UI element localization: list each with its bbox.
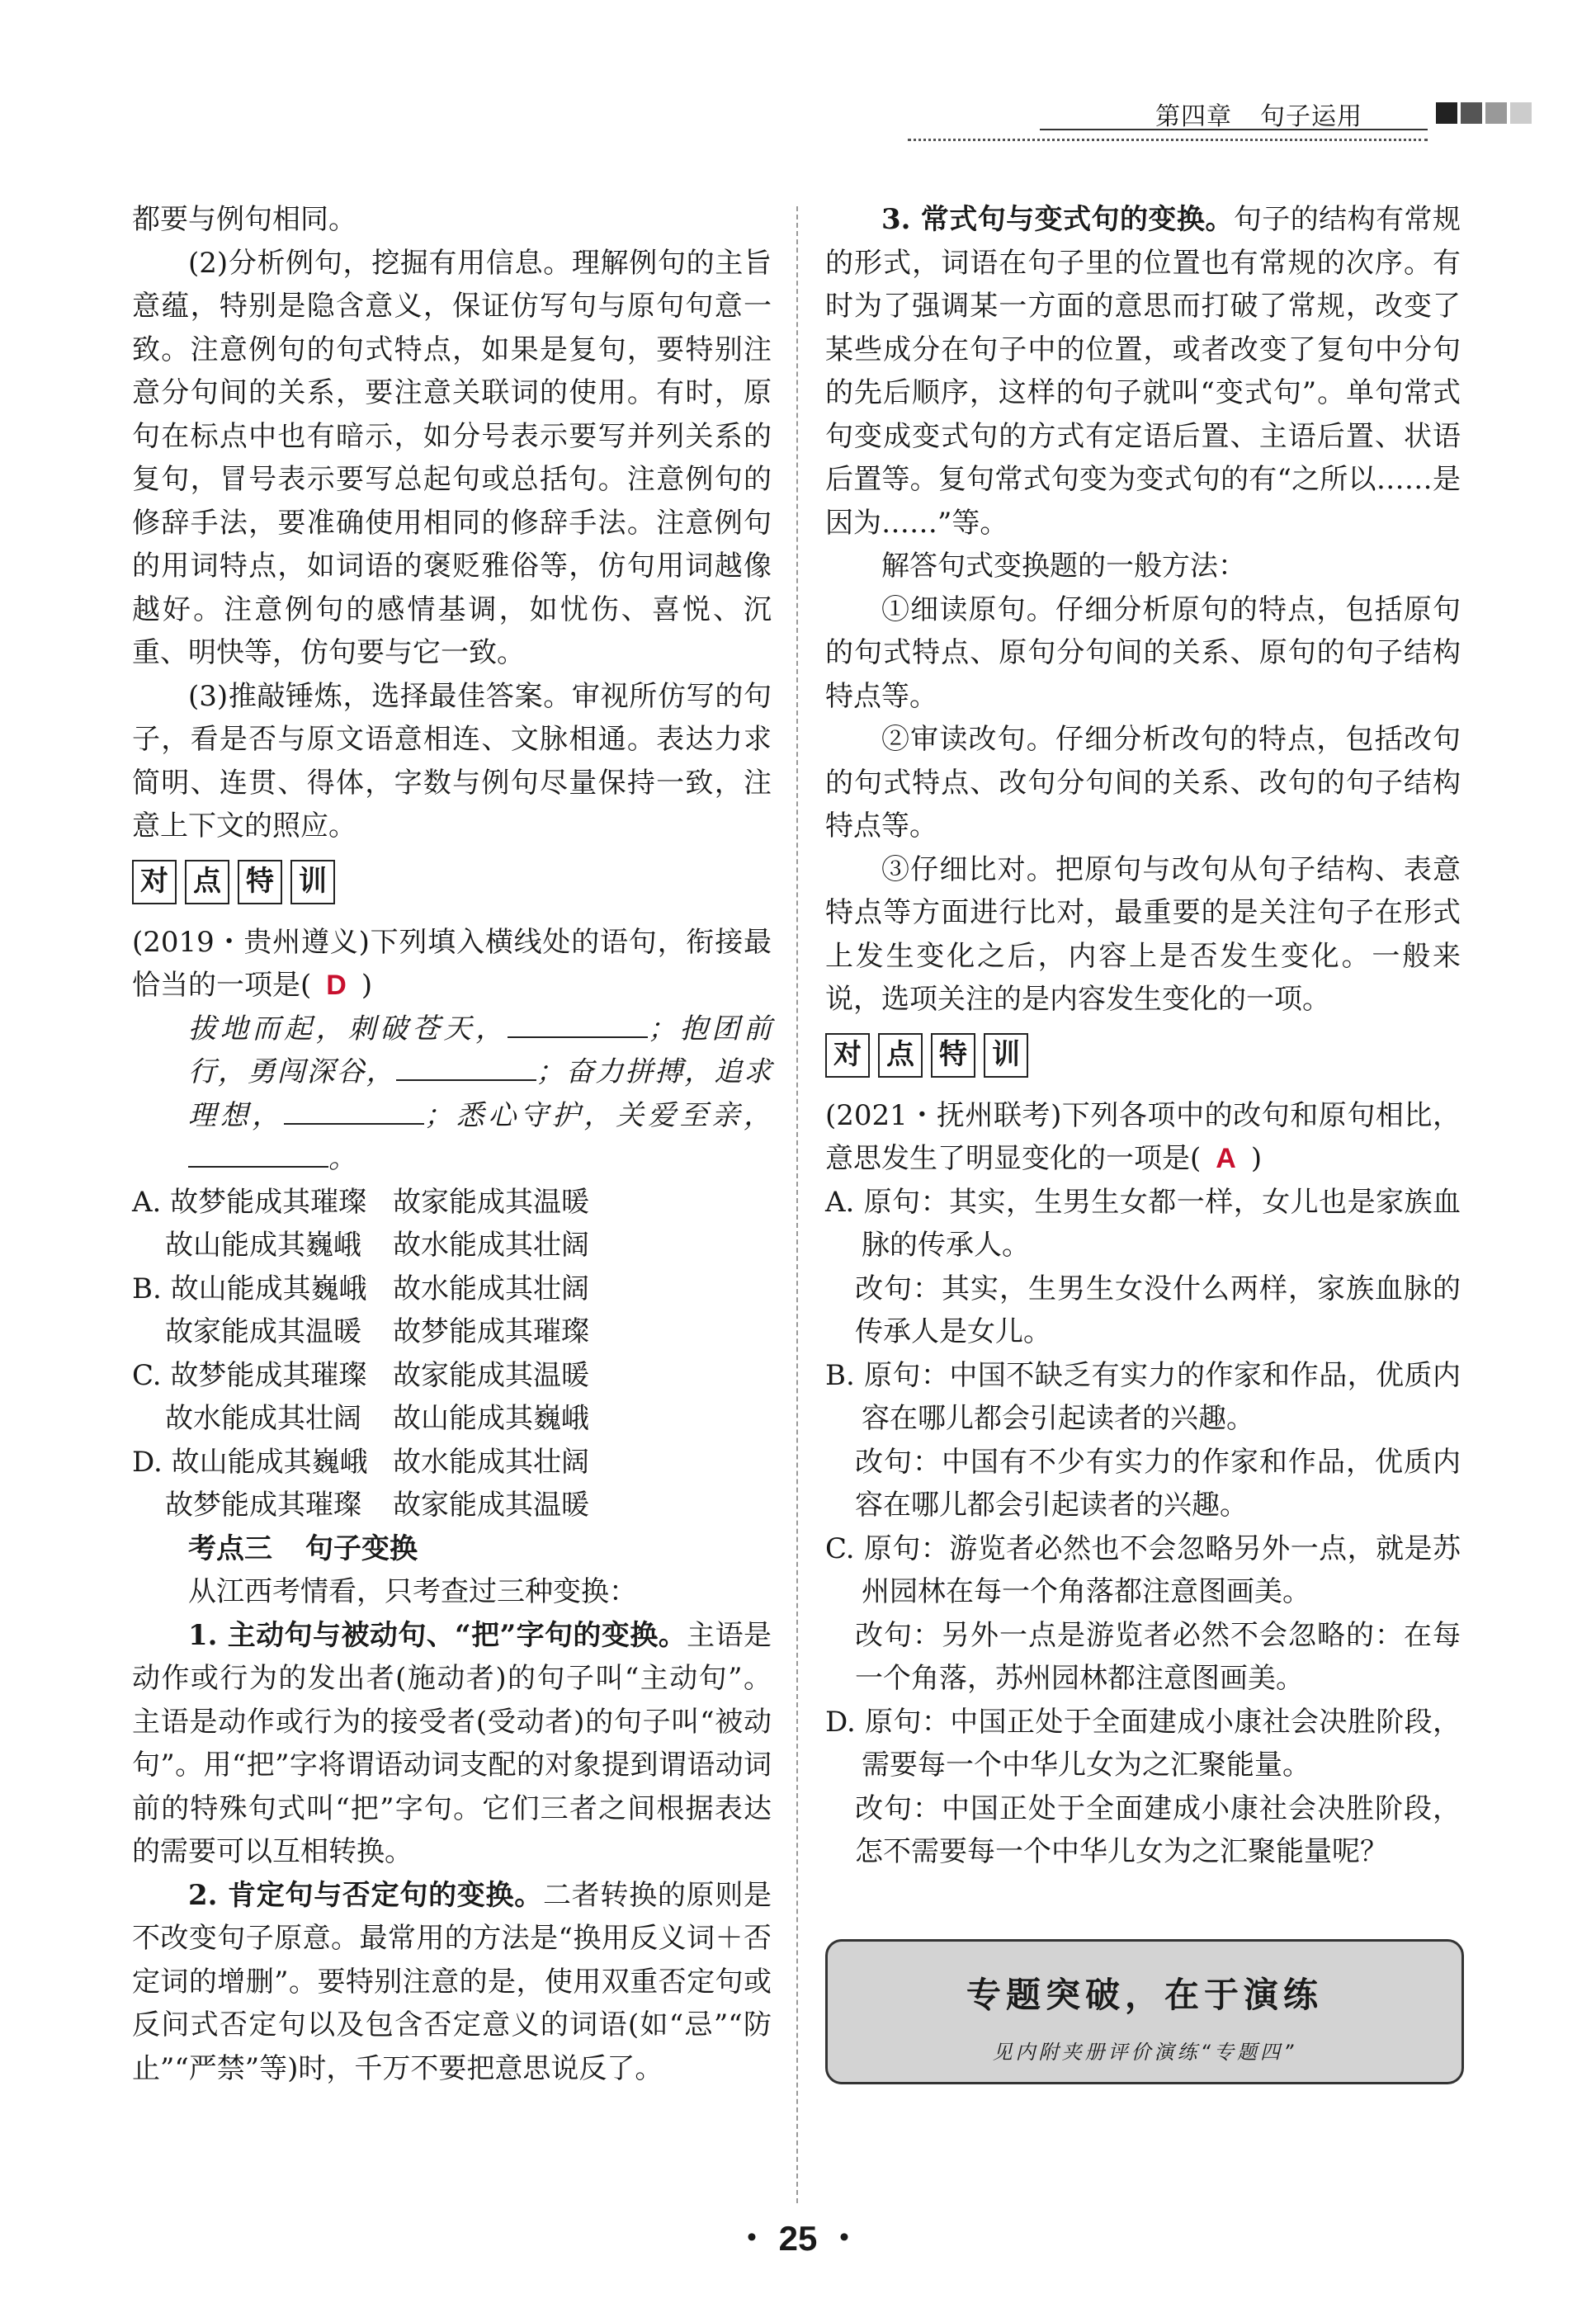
page-header xyxy=(1040,91,1535,140)
header-square-icon xyxy=(1510,102,1532,124)
practice-banner xyxy=(825,1939,1464,2084)
right-column xyxy=(825,198,1461,1874)
paragraph: 从江西考情看，只考查过三种变换： xyxy=(188,1575,637,1608)
blank-line xyxy=(396,1055,536,1081)
option-modified: 改句：另外一点是游览者必然不会忽略的：在每一个角落，苏州园林都注意图画美。 xyxy=(855,1618,1461,1695)
option-original: C. 原句：游览者必然也不会忽略另外一点，就是苏州园林在每一个角落都注意图画美。 xyxy=(825,1532,1461,1608)
badge-char: 点 xyxy=(185,860,229,904)
badge-char: 训 xyxy=(290,860,335,904)
choice-item: 故水能成其壮阔 xyxy=(165,1402,361,1435)
badge-char: 训 xyxy=(984,1033,1028,1078)
question-close: ) xyxy=(361,969,373,1002)
choice-item: 故家能成其温暖 xyxy=(393,1358,589,1392)
paragraph: ②审读改句。仔细分析改句的特点，包括改句的句式特点、改句分句间的关系、改句的句子结构特点等。 xyxy=(825,723,1461,842)
paragraph xyxy=(132,1874,772,2091)
passage-text: ；悉心守护，关爱至亲， xyxy=(424,1098,772,1132)
option-original: D. 原句：中国正处于全面建成小康社会决胜阶段，需要每一个中华儿女为之汇聚能量。 xyxy=(825,1705,1461,1782)
left-column xyxy=(132,198,772,2090)
topic-text: 主语是动作或行为的发出者(施动者)的句子叫“主动句”。主语是动作或行为的接受者(受动者)的句子叫“被动句”。用“把”字将谓语动词支配的对象提到谓语动词前的特殊句式叫“把”字句。它们三者之间根据表达的需要可以互相转换。 xyxy=(132,1618,772,1868)
topic-title: 1. 主动句与被动句、“把”字句的变换。 xyxy=(188,1618,687,1652)
blank-line xyxy=(508,1012,648,1038)
passage-text: 拔地而起，刺破苍天， xyxy=(188,1012,508,1045)
choice-item: 故水能成其壮阔 xyxy=(393,1272,589,1305)
chapter-title xyxy=(1155,96,1362,132)
header-square-icon xyxy=(1461,102,1482,124)
choice-item: 故梦能成其璀璨 xyxy=(393,1315,589,1348)
choice-item: 故水能成其壮阔 xyxy=(393,1229,589,1262)
paragraph: (3)推敲锤炼，选择最佳答案。审视所仿写的句子，看是否与原文语意相连、文脉相通。表达力求简明、连贯、得体，字数与例句尽量保持一致，注意上下文的照应。 xyxy=(132,679,772,842)
header-square-icon xyxy=(1436,102,1457,124)
banner-subtitle: 见内附夹册评价演练“专题四” xyxy=(992,2041,1297,2064)
practice-badge xyxy=(825,1033,1461,1079)
header-dotted-rule xyxy=(908,139,1428,141)
choice-item: A. 故梦能成其璀璨 xyxy=(132,1185,367,1219)
passage xyxy=(132,1008,772,1181)
banner-title: 专题突破，在于演练 xyxy=(966,1975,1323,2015)
topic-title: 3. 常式句与变式句的变换。 xyxy=(881,203,1234,236)
question-close: ) xyxy=(1250,1142,1263,1175)
passage-text: ；奋力拼搏，追求理想， xyxy=(188,1055,772,1132)
chapter-number: 第四章 xyxy=(1155,102,1232,131)
badge-char: 特 xyxy=(238,860,282,904)
question-stem xyxy=(825,1094,1461,1181)
passage-text: ；抱团前行，勇闯深谷， xyxy=(188,1012,772,1088)
chapter-name: 句子运用 xyxy=(1260,102,1362,131)
question-source: (2021・抚州联考) xyxy=(825,1098,1062,1132)
section-title: 句子变换 xyxy=(305,1532,418,1565)
option-modified: 改句：中国正处于全面建成小康社会决胜阶段，怎不需要每一个中华儿女为之汇聚能量呢？ xyxy=(855,1791,1461,1868)
badge-char: 对 xyxy=(132,860,177,904)
page-number: ・ 25 ・ xyxy=(734,2219,862,2258)
badge-char: 点 xyxy=(878,1033,923,1078)
paragraph: 都要与例句相同。 xyxy=(132,203,357,236)
blank-line xyxy=(188,1141,328,1168)
choice-item: C. 故梦能成其璀璨 xyxy=(132,1358,367,1392)
choice-item: B. 故山能成其巍峨 xyxy=(132,1272,367,1305)
option-original: B. 原句：中国不缺乏有实力的作家和作品，优质内容在哪儿都会引起读者的兴趣。 xyxy=(825,1358,1461,1435)
blank-line xyxy=(284,1098,424,1125)
question-text: 下列填入横线处的语句，衔接最恰当的一项是( xyxy=(132,925,772,1002)
question-source: (2019・贵州遵义) xyxy=(132,925,370,959)
choice-item: 故家能成其温暖 xyxy=(393,1185,589,1219)
topic-title: 2. 肯定句与否定句的变换。 xyxy=(188,1878,543,1912)
question-text: 下列各项中的改句和原句相比，意思发生了明显变化的一项是( xyxy=(825,1098,1461,1175)
choice-item: 故山能成其巍峨 xyxy=(165,1229,361,1262)
section-number: 考点三 xyxy=(188,1532,272,1565)
choice-item: 故家能成其温暖 xyxy=(165,1315,361,1348)
column-divider xyxy=(796,206,798,2203)
practice-badge xyxy=(132,860,772,906)
answer-mark: A xyxy=(1216,1143,1236,1174)
choice-item: 故水能成其壮阔 xyxy=(393,1445,589,1479)
header-square-icon xyxy=(1485,102,1507,124)
section-heading xyxy=(132,1527,772,1571)
passage-text: 。 xyxy=(328,1142,357,1175)
option-modified: 改句：中国有不少有实力的作家和作品，优质内容在哪儿都会引起读者的兴趣。 xyxy=(855,1445,1461,1522)
paragraph: ①细读原句。仔细分析原句的特点，包括原句的句式特点、原句分句间的关系、原句的句子结构特点等。 xyxy=(825,592,1461,713)
option-modified: 改句：其实，生男生女没什么两样，家族血脉的传承人是女儿。 xyxy=(855,1272,1461,1348)
option-original: A. 原句：其实，生男生女都一样，女儿也是家族血脉的传承人。 xyxy=(825,1185,1461,1262)
paragraph: ③仔细比对。把原句与改句从句子结构、表意特点等方面进行比对，最重要的是关注句子在形式上发生变化之后，内容上是否发生变化。一般来说，选项关注的是内容发生变化的一项。 xyxy=(825,852,1461,1016)
topic-text: 二者转换的原则是不改变句子原意。最常用的方法是“换用反义词＋否定词的增删”。要特别注意的是，使用双重否定句或反问式否定句以及包含否定意义的词语(如“忌”“防止”“严禁”等)时，千万不要把意思说反了。 xyxy=(132,1878,772,2085)
question-stem xyxy=(132,921,772,1008)
badge-char: 特 xyxy=(931,1033,975,1078)
paragraph: 解答句式变换题的一般方法： xyxy=(881,550,1246,583)
choice-item: 故山能成其巍峨 xyxy=(393,1402,589,1435)
paragraph: (2)分析例句，挖掘有用信息。理解例句的主旨意蕴，特别是隐含意义，保证仿写句与原句句意一致。注意例句的句式特点，如果是复句，要特别注意分句间的关系，要注意关联词的使用。有时，原句在标点中也有暗示，如分号表示要写并列关系的复句，冒号表示要写总起句或总括句。注意例句的修辞手法，要准确使用相同的修辞手法。注意例句的用词特点，如词语的褒贬雅俗等，仿句用词越像越好。注意例句的感情基调，如忧伤、喜悦、沉重、明快等，仿句要与它一致。 xyxy=(132,246,772,669)
choice-item: D. 故山能成其巍峨 xyxy=(132,1445,368,1479)
choice-item: 故梦能成其璀璨 xyxy=(165,1489,361,1522)
header-rule xyxy=(1040,129,1428,130)
answer-mark: D xyxy=(326,970,347,1001)
badge-char: 对 xyxy=(825,1033,870,1078)
paragraph xyxy=(132,1614,772,1874)
paragraph xyxy=(825,198,1461,545)
choice-item: 故家能成其温暖 xyxy=(393,1489,589,1522)
choice-list xyxy=(132,1181,772,1527)
topic-text: 句子的结构有常规的形式，词语在句子里的位置也有常规的次序。有时为了强调某一方面的意思而打破了常规，改变了某些成分在句子中的位置，或者改变了复句中分句的先后顺序，这样的句子就叫“变式句”。单句常式句变成变式句的方式有定语后置、主语后置、状语后置等。复句常式句变为变式句的有“之所以……是因为……”等。 xyxy=(825,203,1461,540)
